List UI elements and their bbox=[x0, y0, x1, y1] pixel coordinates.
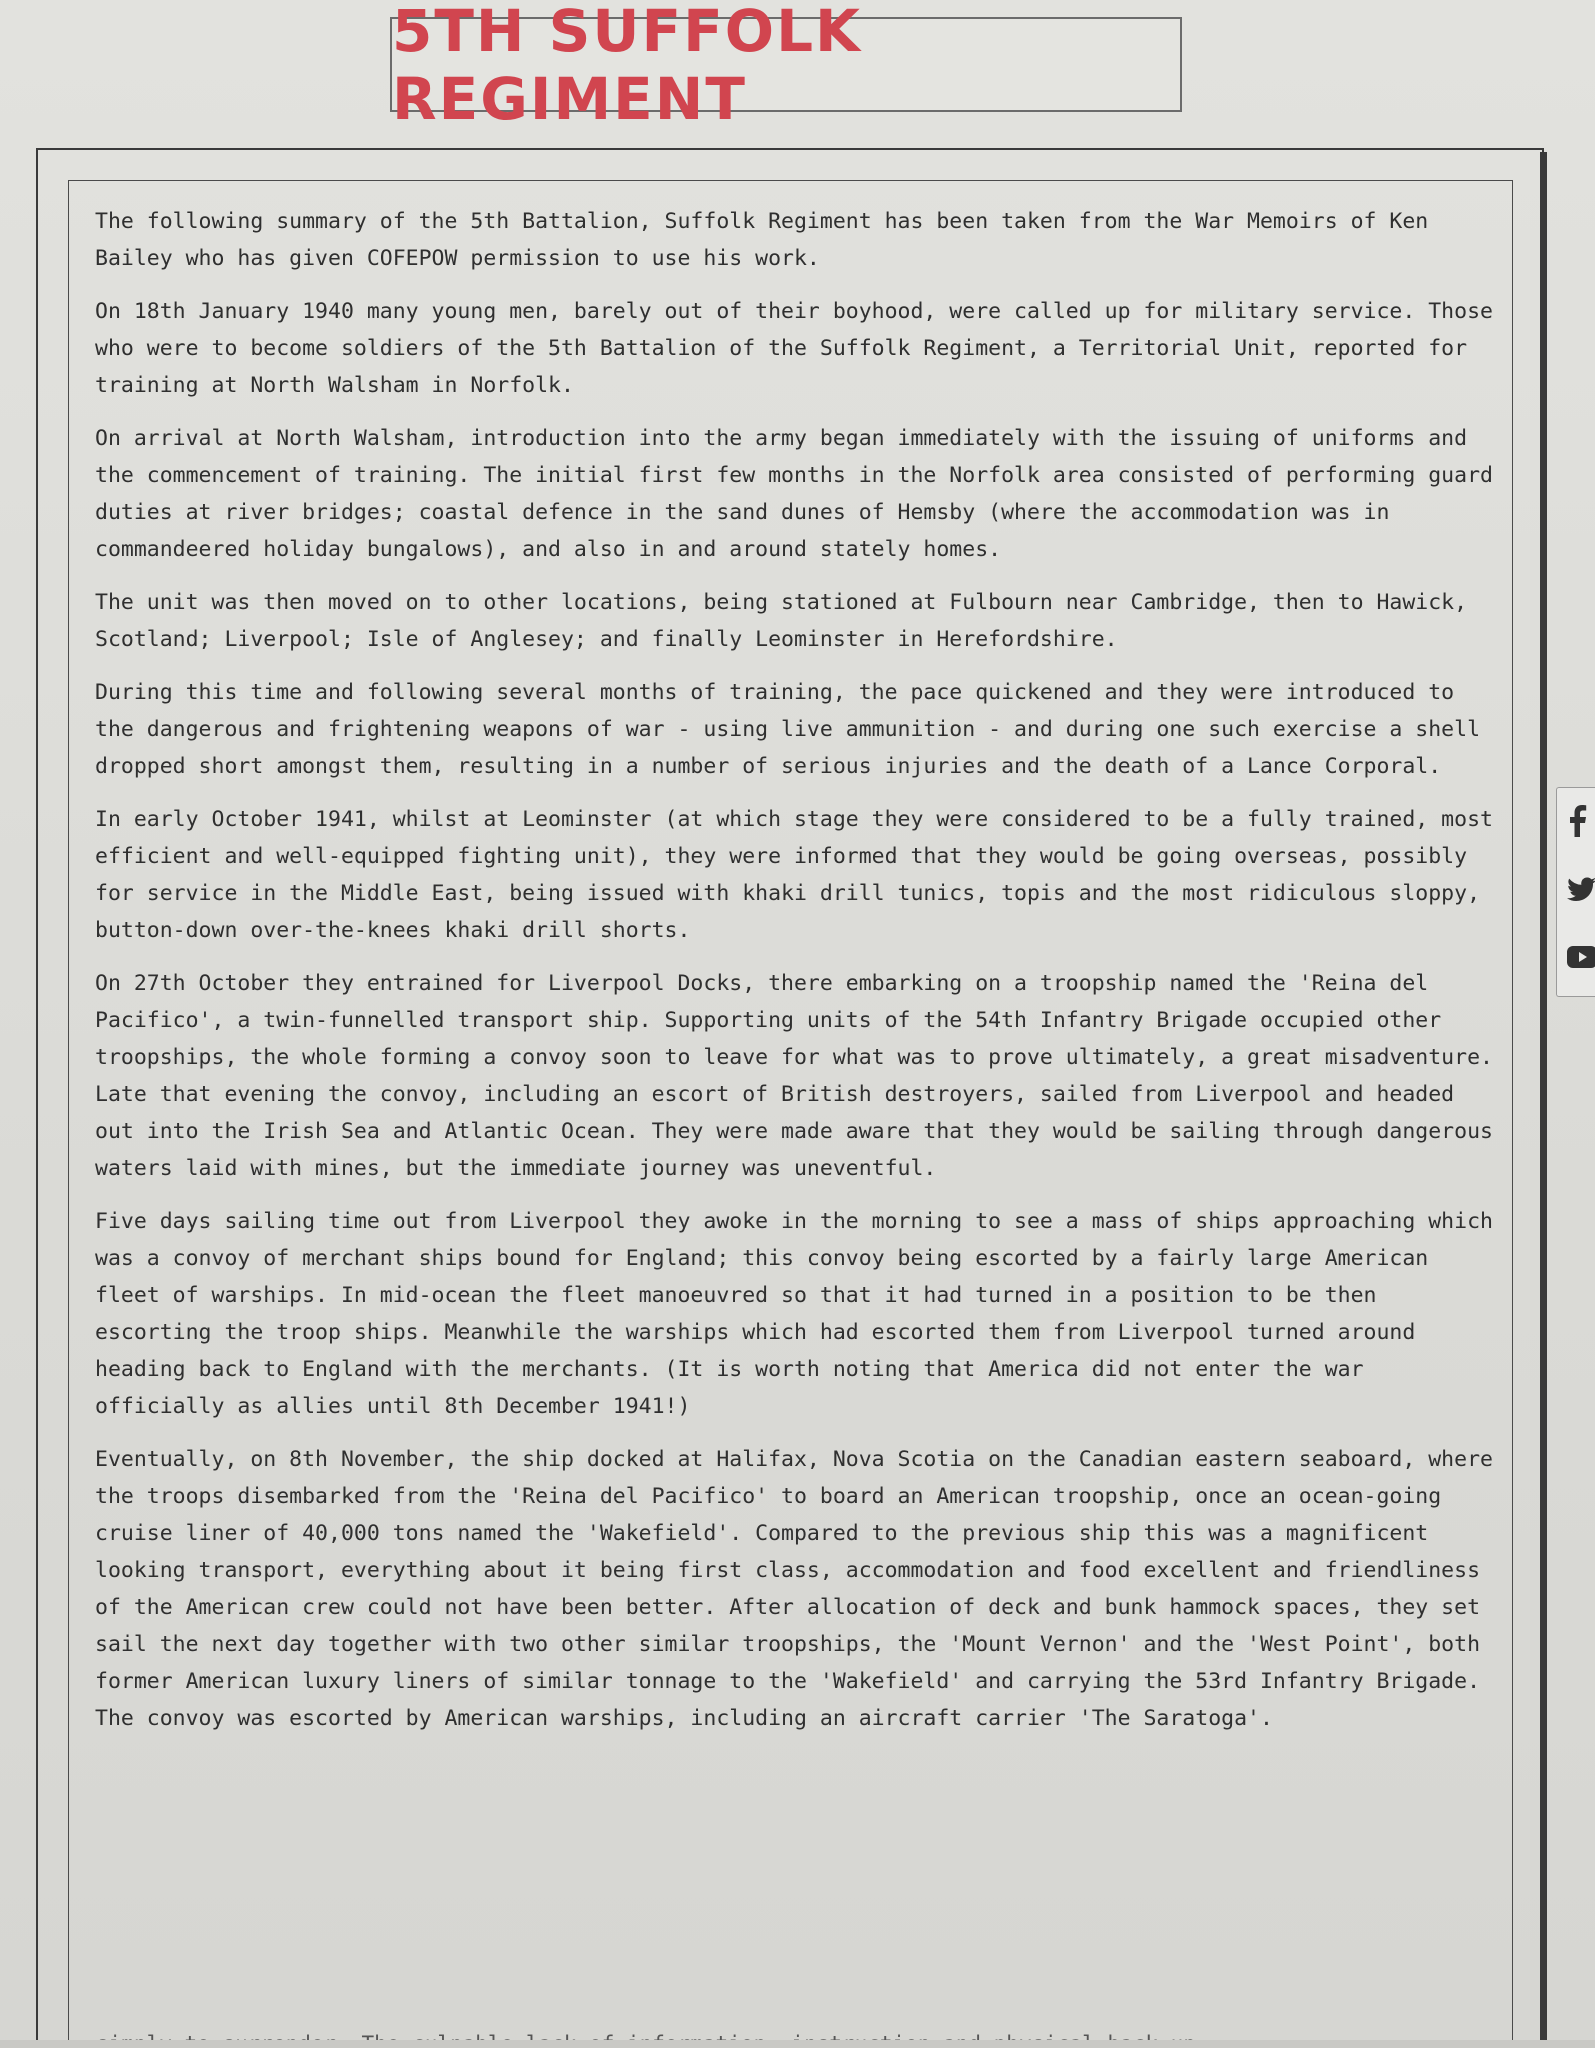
paragraph: On arrival at North Walsham, introduction into the army began immediately with the issuing of uniforms and the commencement of training. The initial first few months in the Norfolk area consisted of performing guard duties at river bridges; coastal defence in the sand dunes of Hemsby (where the accommodation was in commandeered holiday bungalows), and also in and around stately homes. bbox=[95, 426, 1493, 562]
article-body bbox=[95, 203, 1495, 1753]
paragraph: On 27th October they entrained for Liverpool Docks, there embarking on a troopship named the 'Reina del Pacifico', a twin-funnelled transport ship. Supporting units of the 54th Infantry Brigade occupied other troopships, the whole forming a convoy soon to leave for what was to prove ultimately, a great misadventure. Late that evening the convoy, including an escort of British destroyers, sailed from Liverpool and headed out into the Irish Sea and Atlantic Ocean. They were made aware that they would be sailing through dangerous waters laid with mines, but the immediate journey was uneventful. bbox=[95, 971, 1493, 1181]
paragraph: The unit was then moved on to other locations, being stationed at Fulbourn near Cambridge, then to Hawick, Scotland; Liverpool; Isle of Anglesey; and finally Leominster in Herefordshire. bbox=[95, 590, 1468, 652]
page-title: 5TH SUFFOLK REGIMENT bbox=[392, 0, 862, 133]
social-share-bar bbox=[1556, 787, 1595, 997]
paragraph: In early October 1941, whilst at Leominster (at which stage they were considered to be a fully trained, most efficient and well-equipped fighting unit), they were informed that they would be going overseas, possibly for service in the Middle East, being issued with khaki drill tunics, topis and the most ridiculous sloppy, button-down over-the-knees khaki drill shorts. bbox=[95, 807, 1493, 943]
page-edge bbox=[0, 2040, 1595, 2048]
paragraph: The following summary of the 5th Battalion, Suffolk Regiment has been taken from the War Memoirs of Ken Bailey who has given COFEPOW permission to use his work. bbox=[95, 209, 1429, 271]
twitter-icon[interactable] bbox=[1567, 873, 1595, 907]
youtube-icon[interactable] bbox=[1567, 940, 1595, 974]
title-box bbox=[390, 0, 1182, 133]
paragraph: During this time and following several months of training, the pace quickened and they were introduced to the dangerous and frightening weapons of war - using live ammunition - and during one such exercise a shell dropped short amongst them, resulting in a number of serious injuries and the death of a Lance Corporal. bbox=[95, 680, 1481, 779]
paragraph: On 18th January 1940 many young men, barely out of their boyhood, were called up for military service. Those who were to become soldiers of the 5th Battalion of the Suffolk Regiment, a Territorial Unit, reported for training at North Walsham in Norfolk. bbox=[95, 299, 1493, 398]
facebook-icon[interactable] bbox=[1567, 804, 1595, 838]
paragraph: Five days sailing time out from Liverpool they awoke in the morning to see a mass of ships approaching which was a convoy of merchant ships bound for England; this convoy being escorted by a fairly large American fleet of warships. In mid-ocean the fleet manoeuvred so that it had turned in a position to be then escorting the troop ships. Meanwhile the warships which had escorted them from Liverpool turned around heading back to England with the merchants. (It is worth noting that America did not enter the war officially as allies until 8th December 1941!) bbox=[95, 1209, 1493, 1419]
paragraph: Eventually, on 8th November, the ship docked at Halifax, Nova Scotia on the Canadian eastern seaboard, where the troops disembarked from the 'Reina del Pacifico' to board an American troopship, once an ocean-going cruise liner of 40,000 tons named the 'Wakefield'. Compared to the previous ship this was a magnificent looking transport, everything about it being first class, accommodation and food excellent and friendliness of the American crew could not have been better. After allocation of deck and bunk hammock spaces, they set sail the next day together with two other similar troopships, the 'Mount Vernon' and the 'West Point', both former American luxury liners of similar tonnage to the 'Wakefield' and carrying the 53rd Infantry Brigade. The convoy was escorted by American warships, including an aircraft carrier 'The Saratoga'. bbox=[95, 1447, 1493, 1731]
frame-shadow bbox=[1540, 152, 1547, 2048]
